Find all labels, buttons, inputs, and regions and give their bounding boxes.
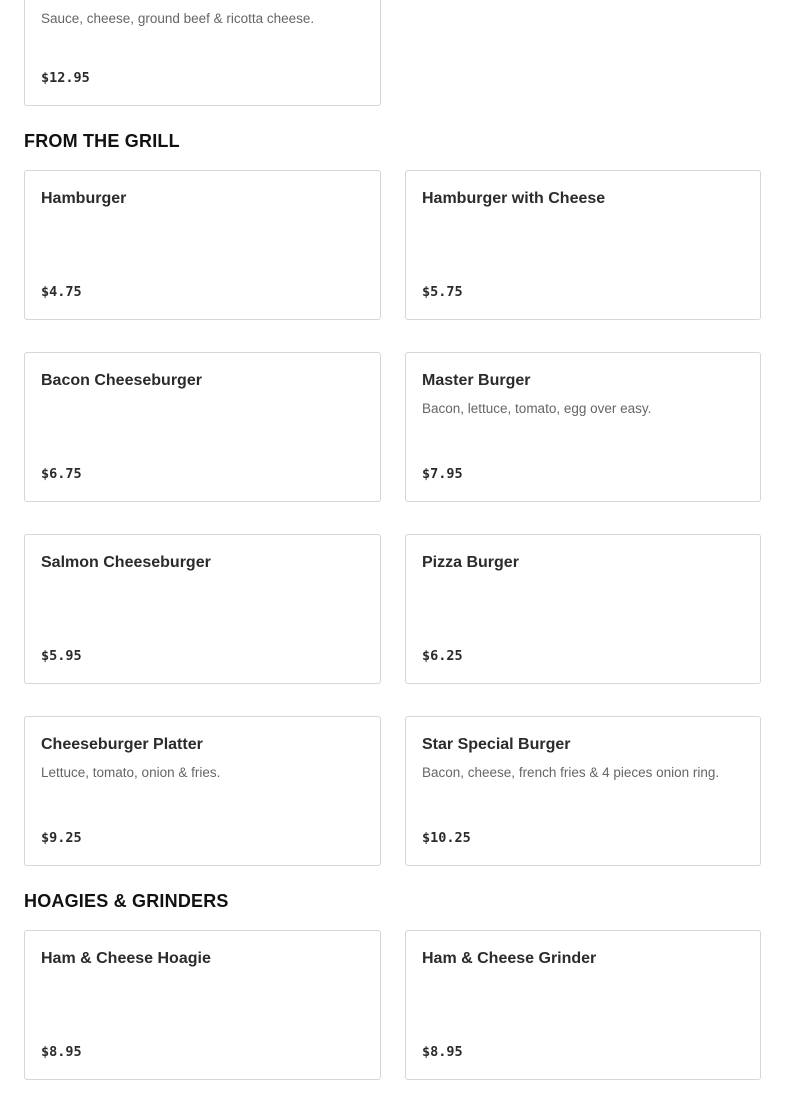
- menu-item-card[interactable]: [24, 930, 381, 1080]
- menu-item-card[interactable]: [405, 930, 761, 1080]
- menu-item-card[interactable]: [24, 716, 381, 866]
- item-description: Bacon, lettuce, tomato, egg over easy.: [422, 401, 652, 416]
- item-price: $10.25: [422, 830, 471, 846]
- item-name: Salmon Cheeseburger: [41, 554, 211, 571]
- item-name: Ham & Cheese Grinder: [422, 950, 597, 967]
- item-price: $4.75: [41, 284, 82, 300]
- menu-item-card[interactable]: [405, 170, 761, 320]
- item-price: $6.25: [422, 648, 463, 664]
- item-name: Ham & Cheese Hoagie: [41, 950, 211, 967]
- item-name: Pizza Burger: [422, 554, 519, 571]
- item-name: Hamburger with Cheese: [422, 190, 606, 207]
- item-name: Cheeseburger Platter: [41, 736, 203, 753]
- item-price: $12.95: [41, 70, 90, 86]
- item-price: $5.75: [422, 284, 463, 300]
- section-title-from-the-grill: FROM THE GRILL: [24, 131, 180, 151]
- item-price: $9.25: [41, 830, 82, 846]
- menu-item-card[interactable]: [24, 352, 381, 502]
- item-description: Sauce, cheese, ground beef & ricotta cheese.: [41, 11, 315, 26]
- item-name: Master Burger: [422, 372, 531, 389]
- item-price: $6.75: [41, 466, 82, 482]
- item-name: Bacon Cheeseburger: [41, 372, 202, 389]
- item-description: Lettuce, tomato, onion & fries.: [41, 765, 221, 780]
- menu-item-card[interactable]: [24, 0, 381, 106]
- item-price: $7.95: [422, 466, 463, 482]
- item-description: Bacon, cheese, french fries & 4 pieces onion ring.: [422, 765, 720, 780]
- menu-item-card[interactable]: [24, 534, 381, 684]
- item-price: $5.95: [41, 648, 82, 664]
- menu-item-card[interactable]: [24, 170, 381, 320]
- item-price: $8.95: [41, 1044, 82, 1060]
- menu-item-card[interactable]: [405, 352, 761, 502]
- section-title-hoagies-grinders: HOAGIES & GRINDERS: [24, 891, 229, 911]
- menu-item-card[interactable]: [405, 716, 761, 866]
- item-name: Star Special Burger: [422, 736, 571, 753]
- menu-item-card[interactable]: [405, 534, 761, 684]
- item-name: Hamburger: [41, 190, 127, 207]
- item-price: $8.95: [422, 1044, 463, 1060]
